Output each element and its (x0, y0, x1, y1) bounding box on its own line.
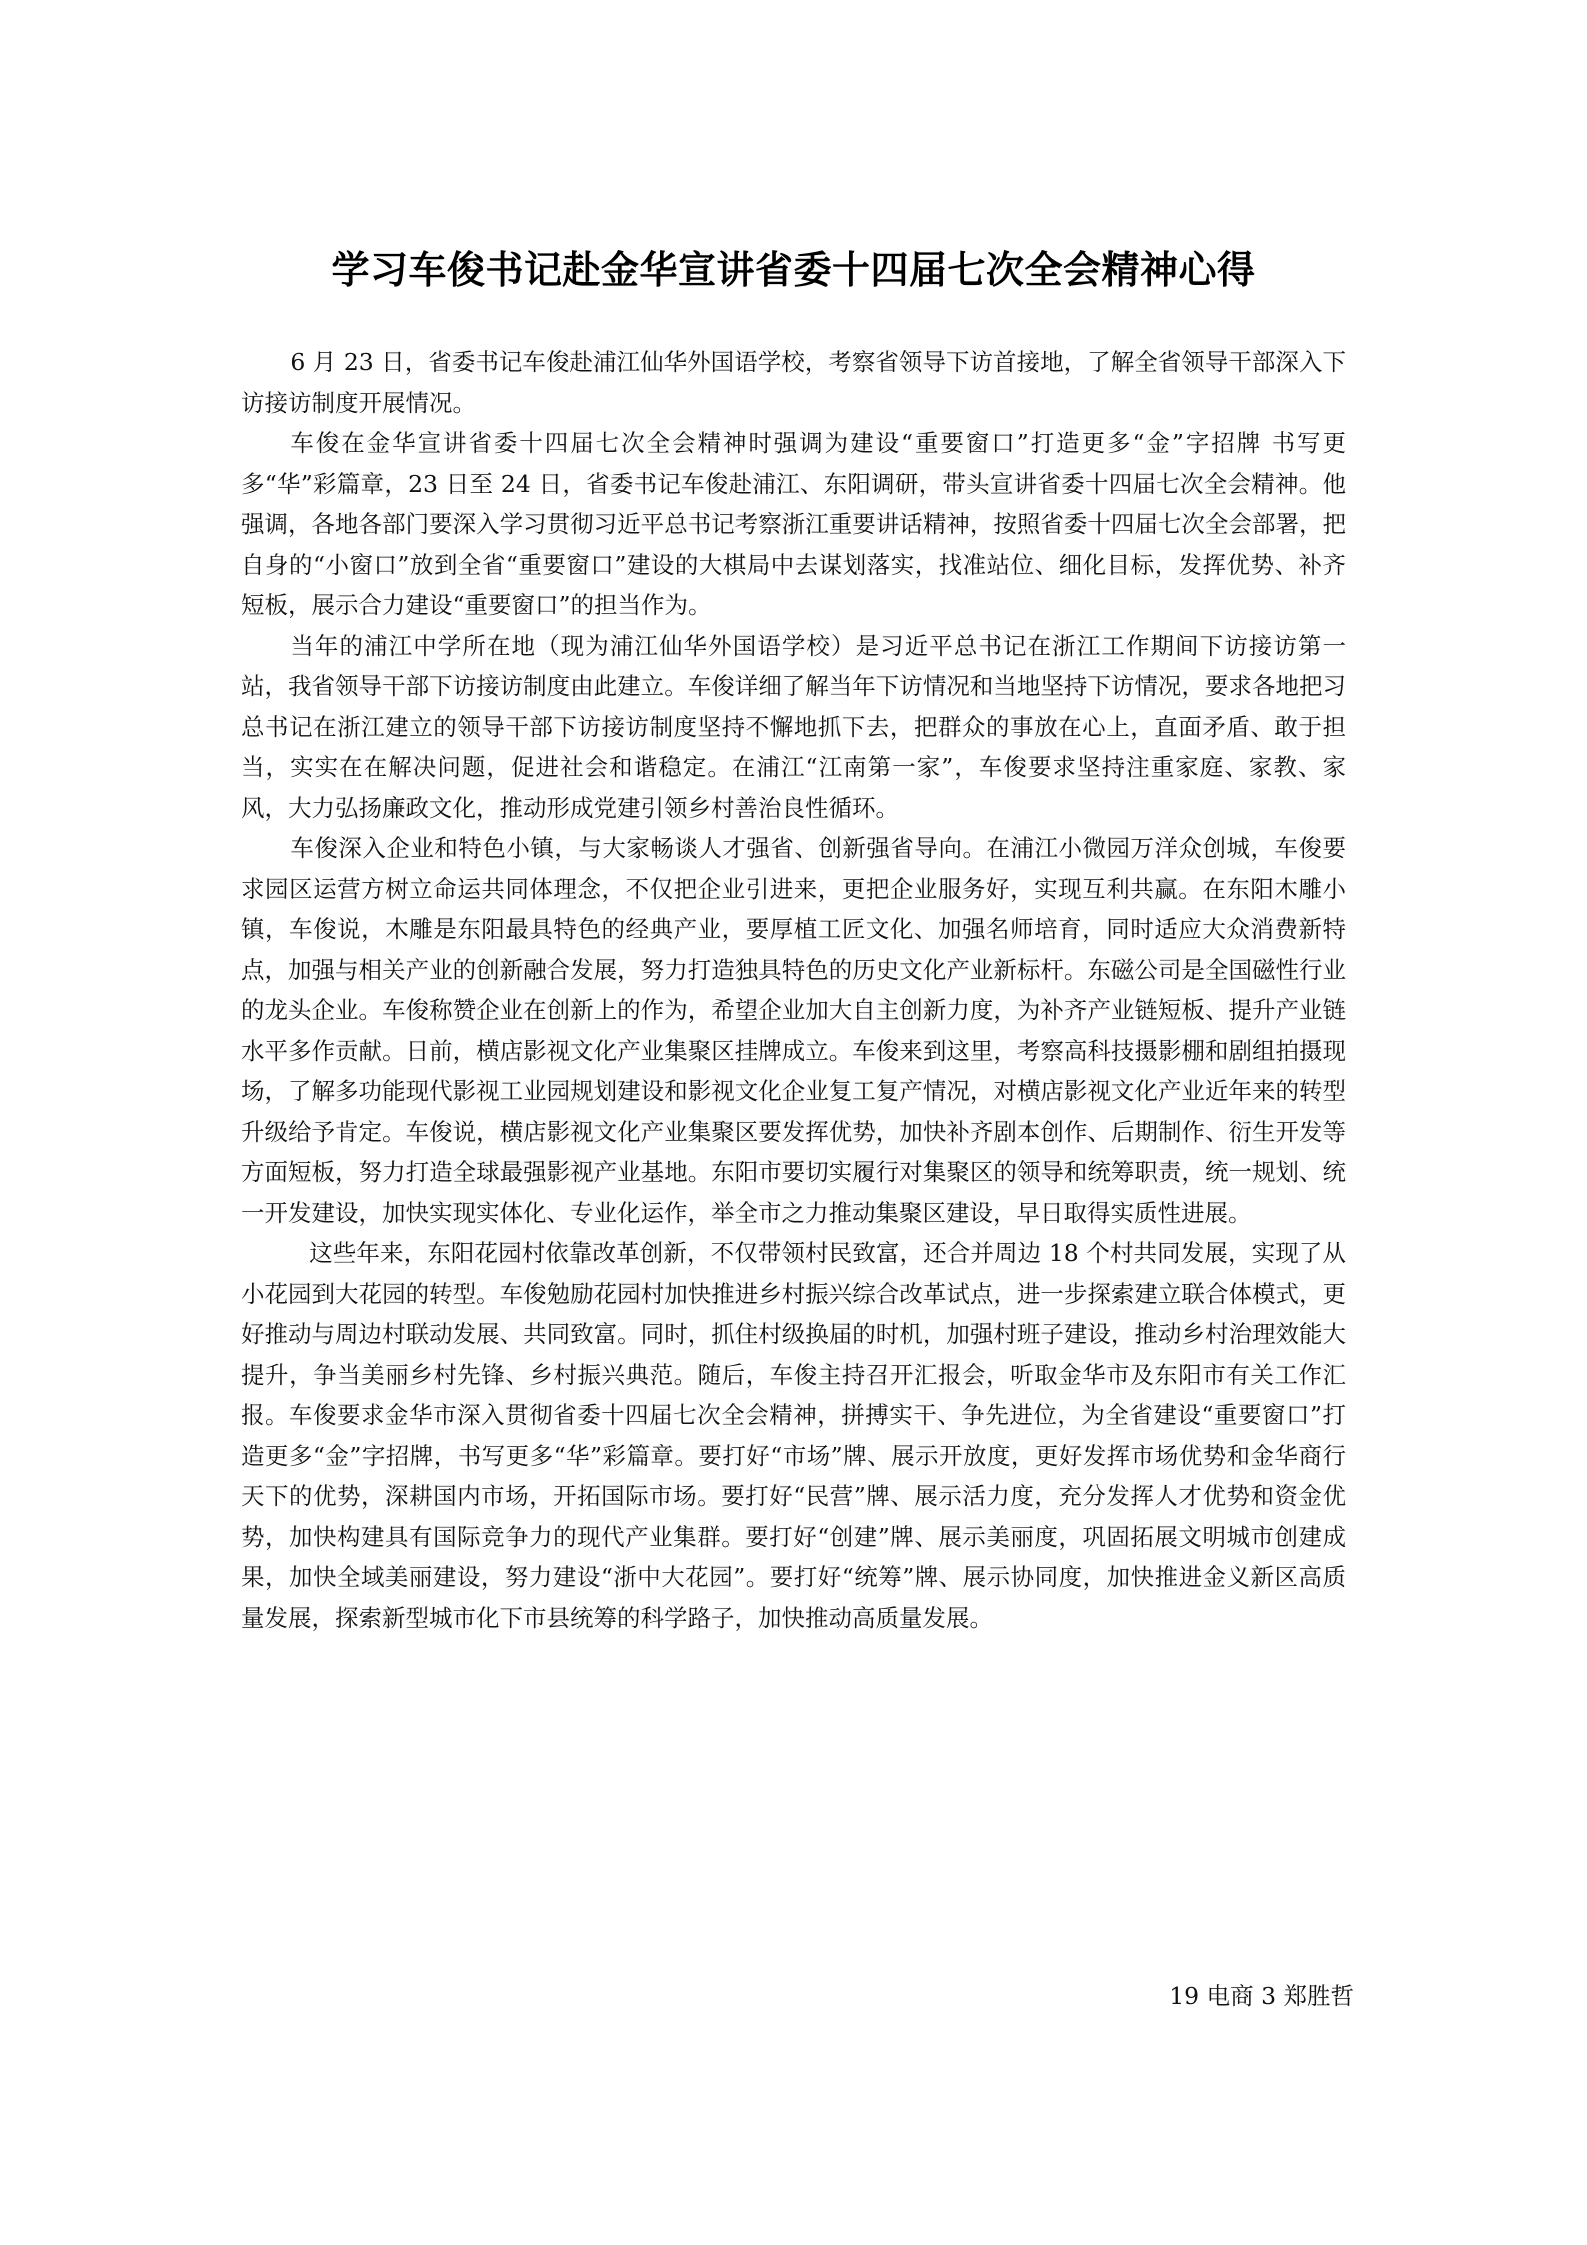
author-signature: 19 电商 3 郑胜哲 (1169, 1982, 1354, 2010)
paragraph-1: 6 月 23 日，省委书记车俊赴浦江仙华外国语学校，考察省领导下访首接地，了解全省领导干部深入下访接访制度开展情况。 (241, 348, 1346, 417)
document-body (241, 342, 1346, 1638)
paragraph-2: 车俊在金华宣讲省委十四届七次全会精神时强调为建设“重要窗口”打造更多“金”字招牌 书写更多“华”彩篇章，23 日至 24 日，省委书记车俊赴浦江、东阳调研，带头宣讲省委十四届七次全会精神。他强调，各地各部门要深入学习贯彻习近平总书记考察浙江重要讲话精神，按照省委十四届七次全会部署，把自身的“小窗口”放到全省“重要窗口”建设的大棋局中去谋划落实，找准站位、细化目标，发挥优势、补齐短板，展示合力建设“重要窗口”的担当作为。 (241, 429, 1346, 619)
document-title: 学习车俊书记赴金华宣讲省委十四届七次全会精神心得 (331, 248, 1256, 292)
paragraph-4: 车俊深入企业和特色小镇，与大家畅谈人才强省、创新强省导向。在浦江小微园万洋众创城，车俊要求园区运营方树立命运共同体理念，不仅把企业引进来，更把企业服务好，实现互利共赢。在东阳木雕小镇，车俊说，木雕是东阳最具特色的经典产业，要厚植工匠文化、加强名师培育，同时适应大众消费新特点，加强与相关产业的创新融合发展，努力打造独具特色的历史文化产业新标杆。东磁公司是全国磁性行业的龙头企业。车俊称赞企业在创新上的作为，希望企业加大自主创新力度，为补齐产业链短板、提升产业链水平多作贡献。日前，横店影视文化产业集聚区挂牌成立。车俊来到这里，考察高科技摄影棚和剧组拍摄现场，了解多功能现代影视工业园规划建设和影视文化企业复工复产情况，对横店影视文化产业近年来的转型升级给予肯定。车俊说，横店影视文化产业集聚区要发挥优势，加快补齐剧本创作、后期制作、衍生开发等方面短板，努力打造全球最强影视产业基地。东阳市要切实履行对集聚区的领导和统筹职责，统一规划、统一开发建设，加快实现实体化、专业化运作，举全市之力推动集聚区建设，早日取得实质性进展。 (241, 834, 1346, 1227)
paragraph-5: 这些年来，东阳花园村依靠改革创新，不仅带领村民致富，还合并周边 18 个村共同发展，实现了从小花园到大花园的转型。车俊勉励花园村加快推进乡村振兴综合改革试点，进一步探索建立联合体模式，更好推动与周边村联动发展、共同致富。同时，抓住村级换届的时机，加强村班子建设，推动乡村治理效能大提升，争当美丽乡村先锋、乡村振兴典范。随后，车俊主持召开汇报会，听取金华市及东阳市有关工作汇报。车俊要求金华市深入贯彻省委十四届七次全会精神，拼搏实干、争先进位，为全省建设“重要窗口”打造更多“金”字招牌，书写更多“华”彩篇章。要打好“市场”牌、展示开放度，更好发挥市场优势和金华商行天下的优势，深耕国内市场，开拓国际市场。要打好“民营”牌、展示活力度，充分发挥人才优势和资金优势，加快构建具有国际竞争力的现代产业集群。要打好“创建”牌、展示美丽度，巩固拓展文明城市创建成果，加快全域美丽建设，努力建设“浙中大花园”。要打好“统筹”牌、展示协同度，加快推进金义新区高质量发展，探索新型城市化下市县统筹的科学路子，加快推动高质量发展。 (241, 1239, 1346, 1632)
paragraph-3: 当年的浦江中学所在地（现为浦江仙华外国语学校）是习近平总书记在浙江工作期间下访接访第一站，我省领导干部下访接访制度由此建立。车俊详细了解当年下访情况和当地坚持下访情况，要求各地把习总书记在浙江建立的领导干部下访接访制度坚持不懈地抓下去，把群众的事放在心上，直面矛盾、敢于担当，实实在在解决问题，促进社会和谐稳定。在浦江“江南第一家”，车俊要求坚持注重家庭、家教、家风，大力弘扬廉政文化，推动形成党建引领乡村善治良性循环。 (241, 631, 1346, 822)
